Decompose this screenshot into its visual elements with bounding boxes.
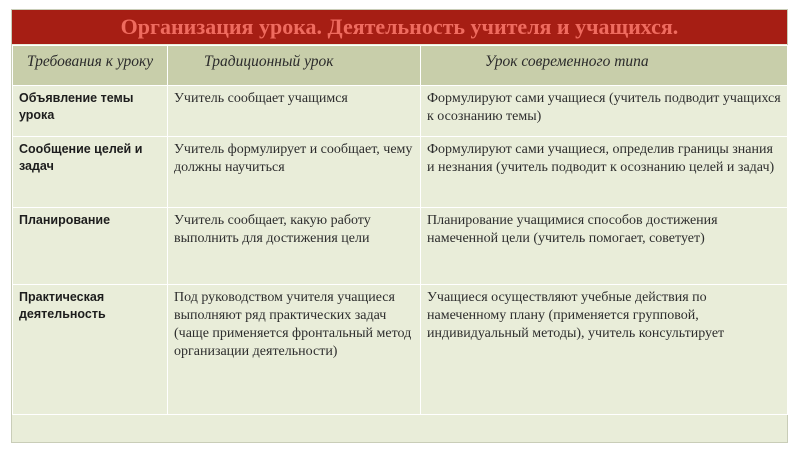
traditional-cell: Учитель сообщает, какую работу выполнить для достижения цели	[168, 208, 421, 285]
table-row	[13, 86, 788, 137]
comparison-grid	[12, 45, 788, 415]
header-requirements: Требования к уроку	[13, 46, 168, 86]
header-traditional: Традиционный урок	[168, 46, 421, 86]
requirement-cell: Планирование	[13, 208, 168, 285]
slide-title: Организация урока. Деятельность учителя и учащихся.	[120, 14, 679, 39]
modern-cell: Формулируют сами учащиеся (учитель подводит учащихся к осознанию темы)	[421, 86, 788, 137]
modern-cell: Формулируют сами учащиеся, определив границы знания и незнания (учитель подводит к осознанию целей и задач)	[421, 137, 788, 208]
requirement-cell: Объявление темы урока	[13, 86, 168, 137]
requirement-cell: Практическая деятельность	[13, 285, 168, 415]
table-row	[13, 285, 788, 415]
title-bar	[12, 10, 787, 44]
traditional-cell: Учитель сообщает учащимся	[168, 86, 421, 137]
header-modern: Урок современного типа	[421, 46, 788, 86]
traditional-cell: Учитель формулирует и сообщает, чему должны научиться	[168, 137, 421, 208]
header-row	[13, 46, 788, 86]
modern-cell: Учащиеся осуществляют учебные действия по намеченному плану (применяется групповой, индивидуальный методы), учитель консультирует	[421, 285, 788, 415]
table-row	[13, 208, 788, 285]
requirement-cell: Сообщение целей и задач	[13, 137, 168, 208]
lesson-comparison-table	[11, 9, 788, 443]
traditional-cell: Под руководством учителя учащиеся выполняют ряд практических задач (чаще применяется фронтальный метод организации деятельности)	[168, 285, 421, 415]
modern-cell: Планирование учащимися способов достижения намеченной цели (учитель помогает, советует)	[421, 208, 788, 285]
table-row	[13, 137, 788, 208]
